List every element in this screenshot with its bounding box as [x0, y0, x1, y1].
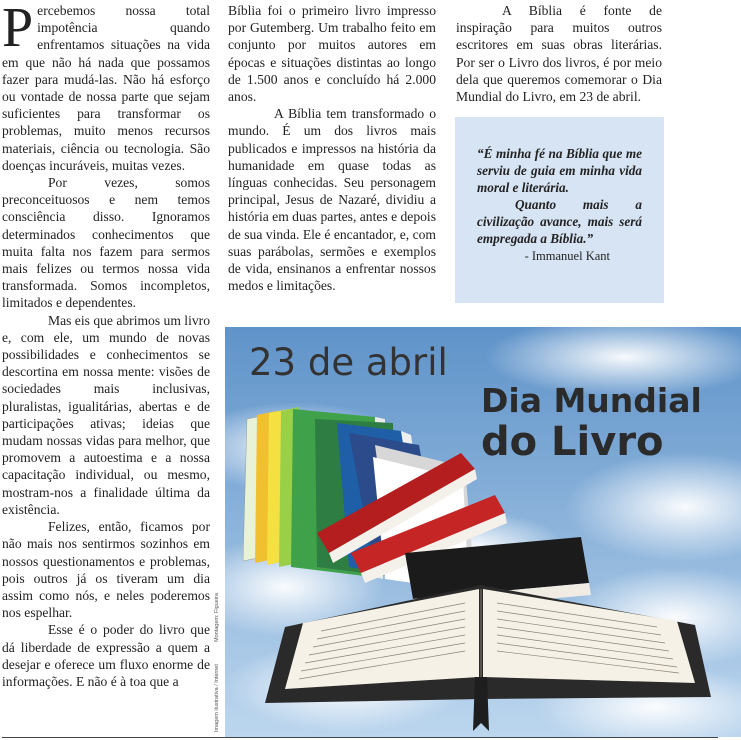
article-column-1 [2, 2, 210, 690]
banner-title-line-1: Dia Mundial [481, 381, 702, 420]
banner-date: 23 de abril [249, 341, 448, 384]
article-column-2 [228, 2, 436, 294]
paragraph-6: Bíblia foi o primeiro livro impresso por Gutemberg. Um trabalho feito em conjunto por muitos autores em épocas e situações distintas ao longo de 1.500 anos e concluído há 2.000 anos. [228, 3, 436, 105]
paragraph-3: Mas eis que abrimos um livro e, com ele, um mundo de novas possibilidades e conhecimentos se descortina em nossa mente: visões de sociedades mais inclusivas, pluralistas, igualitárias, abertas e de participações ativas; ideias que mudam nossas vidas para melhor, que promovem a autoestima e a nossa capacitação individual, ou mesmo, mostram-nos a finalidade última da existência. [2, 312, 210, 517]
quote-author: - Immanuel Kant [524, 249, 610, 263]
photo-credit-montage: Montagem: Figueira [214, 593, 220, 642]
quote-text-1: “É minha fé na Bíblia que me serviu de guia em minha vida moral e literária. [477, 146, 642, 195]
banner-title-line-2: do Livro [481, 419, 664, 465]
paragraph-1-text: ercebemos nossa total impotência quando enfrentamos situações na vida em que não há nada que possamos fazer para mudá-las. Não há esforço ou vontade de nossa parte que sejam suficientes para transformar os problemas, muito menos recursos materiais, ciência ou tecnologia. São doenças incuráveis, muitas vezes. [2, 3, 210, 173]
drop-cap: P [2, 0, 34, 59]
quote-text-2: Quanto mais a civilização avance, mais será empregada a Bíblia.” [477, 197, 642, 246]
paragraph-4: Felizes, então, ficamos por não mais nos sentirmos sozinhos em nossos questionamentos e problemas, pois outros já os tiveram um dia assim como nós, e neles poderemos nos espelhar. [2, 519, 210, 621]
paragraph-8: A Bíblia é fonte de inspiração para muitos outros escritores em suas obras literárias. Por ser o Livro dos livros, é por meio dela que queremos comemorar o Dia Mundial do Livro, em 23 de abril. [456, 3, 662, 105]
article-column-3 [456, 2, 662, 105]
paragraph-2: Por vezes, somos preconceituosos e nem temos consciência disso. Ignoramos determinados conhecimentos que muita falta nos fazem para sermos mais felizes ou termos nossa vida transformada. Somos incompletos, limitados e dependentes. [2, 175, 210, 311]
world-book-day-banner [225, 327, 741, 737]
quote-box [455, 117, 664, 303]
photo-credit [214, 582, 228, 732]
paragraph-5: Esse é o poder do livro que dá liberdade de expressão a quem a desejar e oferece um fluxo enorme de informações. E não é à toa que a [2, 622, 210, 689]
paragraph-7: A Bíblia tem transformado o mundo. É um dos livros mais publicados e impressos na história da humanidade em quase todas as línguas conhecidas. Seu personagem principal, Jesus de Nazaré, dividiu a história em duas partes, antes e depois de sua vinda. Ele é encantador, e, com suas parábolas, sermões e exemplos de vida, ensinanos a enfrentar nossos medos e limitações. [228, 106, 437, 294]
bookmark-ribbon [473, 677, 489, 731]
paragraph-1 [2, 2, 210, 174]
bottom-rule [2, 737, 718, 738]
photo-credit-image: Imagem ilustrativa / Internet [214, 664, 220, 732]
